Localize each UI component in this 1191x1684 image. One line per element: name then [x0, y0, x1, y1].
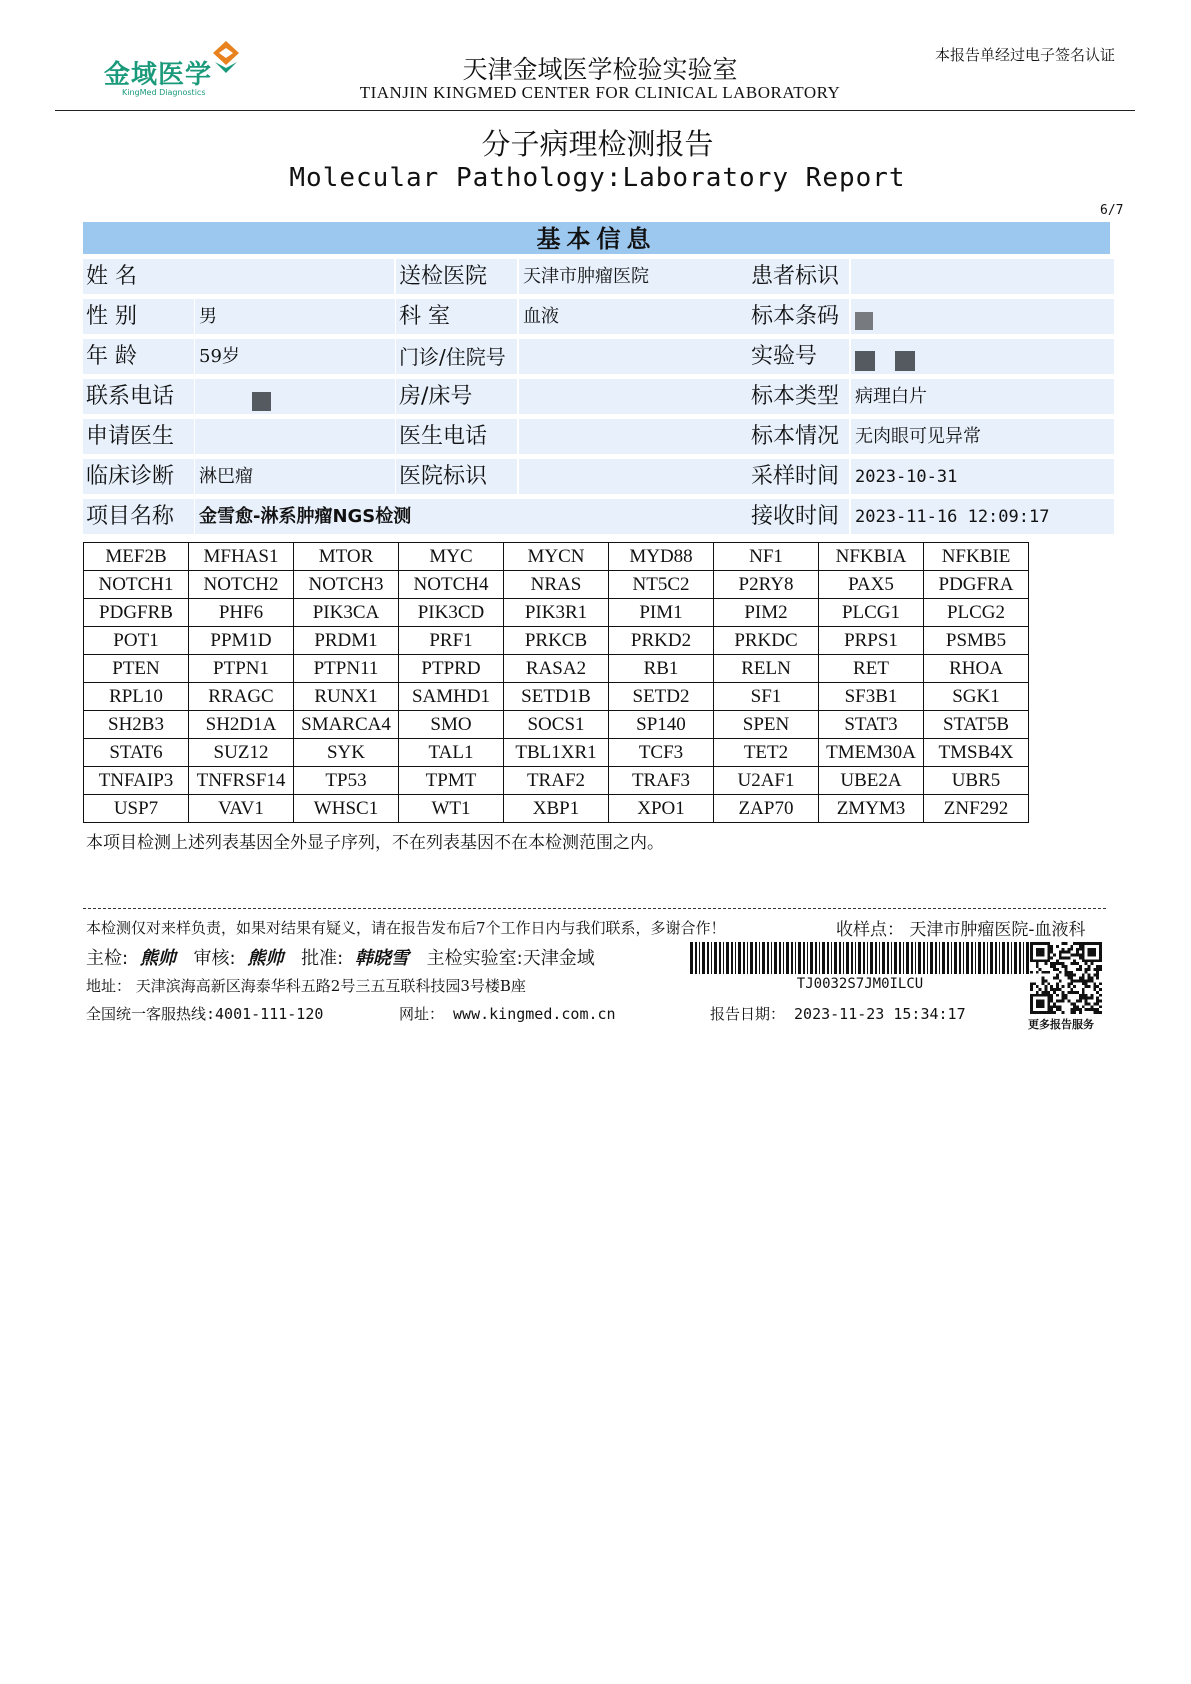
redaction-mark — [855, 312, 873, 330]
specimen-barcode-label: 标本条码 — [748, 299, 849, 334]
gene-cell: SOCS1 — [504, 711, 609, 739]
barcode-text: TJ0032S7JM0ILCU — [796, 976, 924, 992]
address: 地址： 天津滨海高新区海泰华科五路2号三五互联科技园3号楼B座 — [86, 977, 526, 995]
barcode-icon — [690, 942, 1030, 974]
gene-cell: SUZ12 — [189, 739, 294, 767]
gene-cell: PIM1 — [609, 599, 714, 627]
inspector-signature: 熊帅 — [139, 948, 176, 969]
gene-cell: TCF3 — [609, 739, 714, 767]
gene-row — [84, 627, 1029, 655]
doctor-value — [195, 419, 395, 454]
specimen-state-label: 标本情况 — [748, 419, 849, 454]
signature-line — [86, 944, 595, 970]
gene-cell: TBL1XR1 — [504, 739, 609, 767]
hospital-label: 送检医院 — [396, 259, 517, 294]
gene-cell: PTEN — [84, 655, 189, 683]
hotline: 全国统一客服热线:4001-111-120 — [86, 1005, 324, 1023]
gene-cell: ZNF292 — [924, 795, 1029, 823]
gene-cell: VAV1 — [189, 795, 294, 823]
redaction-mark — [855, 351, 875, 371]
receive-time-value: 2023-11-16 12:09:17 — [851, 499, 1114, 534]
gene-cell: WT1 — [399, 795, 504, 823]
website: 网址： www.kingmed.com.cn — [399, 1005, 616, 1023]
bed-label: 房/床号 — [396, 379, 517, 414]
redaction-mark — [252, 392, 271, 411]
gene-cell: NFKBIE — [924, 543, 1029, 571]
gene-cell: PLCG1 — [819, 599, 924, 627]
sample-time-value: 2023-10-31 — [851, 459, 1114, 494]
gene-cell: USP7 — [84, 795, 189, 823]
gene-cell: SMO — [399, 711, 504, 739]
diagnosis-label: 临床诊断 — [83, 459, 194, 494]
main-lab: 主检实验室:天津金域 — [426, 948, 595, 969]
doctor-phone-value — [519, 419, 750, 454]
gene-cell: XBP1 — [504, 795, 609, 823]
name-label: 姓 名 — [83, 259, 394, 294]
gene-cell: SAMHD1 — [399, 683, 504, 711]
gene-cell: MEF2B — [84, 543, 189, 571]
gene-cell: PSMB5 — [924, 627, 1029, 655]
report-date: 报告日期： 2023-11-23 15:34:17 — [710, 1005, 966, 1023]
gene-cell: NF1 — [714, 543, 819, 571]
gene-cell: MFHAS1 — [189, 543, 294, 571]
gene-cell: SH2D1A — [189, 711, 294, 739]
patient-id-label: 患者标识 — [748, 259, 849, 294]
project-label: 项目名称 — [83, 499, 194, 534]
doctor-phone-label: 医生电话 — [396, 419, 517, 454]
gene-cell: PAX5 — [819, 571, 924, 599]
clinic-no-label: 门诊/住院号 — [396, 339, 517, 374]
gene-cell: RET — [819, 655, 924, 683]
gene-cell: NOTCH3 — [294, 571, 399, 599]
gene-cell: RRAGC — [189, 683, 294, 711]
specimen-state-value: 无肉眼可见异常 — [851, 419, 1114, 454]
reviewer-label: 审核: — [193, 948, 236, 969]
kingmed-logo — [100, 40, 240, 100]
project-value: 金雪愈-淋系肿瘤NGS检测 — [195, 499, 750, 534]
gene-cell: RELN — [714, 655, 819, 683]
specimen-type-value: 病理白片 — [851, 379, 1114, 414]
gene-cell: PTPN11 — [294, 655, 399, 683]
gene-cell: STAT6 — [84, 739, 189, 767]
gene-cell: MYD88 — [609, 543, 714, 571]
gene-cell: PTPN1 — [189, 655, 294, 683]
gene-cell: POT1 — [84, 627, 189, 655]
gene-cell: TMSB4X — [924, 739, 1029, 767]
doctor-label: 申请医生 — [83, 419, 194, 454]
gene-cell: UBE2A — [819, 767, 924, 795]
gene-cell: ZMYM3 — [819, 795, 924, 823]
gene-cell: TMEM30A — [819, 739, 924, 767]
gene-cell: TP53 — [294, 767, 399, 795]
redaction-mark — [895, 351, 915, 371]
gene-cell: NOTCH4 — [399, 571, 504, 599]
page-number: 6/7 — [1100, 203, 1124, 218]
basic-info-heading: 基本信息 — [83, 222, 1110, 254]
gene-cell: XPO1 — [609, 795, 714, 823]
gene-row — [84, 739, 1029, 767]
gene-row — [84, 767, 1029, 795]
collect-point: 收样点： 天津市肿瘤医院-血液科 — [836, 920, 1086, 940]
gene-cell: PRF1 — [399, 627, 504, 655]
gene-cell: PTPRD — [399, 655, 504, 683]
phone-value — [195, 379, 395, 414]
gene-cell: PIK3CD — [399, 599, 504, 627]
gene-cell: P2RY8 — [714, 571, 819, 599]
gene-cell: PHF6 — [189, 599, 294, 627]
qr-caption: 更多报告服务 — [1028, 1018, 1094, 1031]
patient-id-value — [851, 259, 1114, 294]
gene-cell: TPMT — [399, 767, 504, 795]
qr-code-icon — [1030, 942, 1102, 1014]
gene-cell: SETD2 — [609, 683, 714, 711]
gene-cell: NFKBIA — [819, 543, 924, 571]
e-signature-note: 本报告单经过电子签名认证 — [935, 46, 1116, 64]
approver-label: 批准: — [301, 948, 344, 969]
age-value: 59岁 — [195, 339, 395, 374]
specimen-type-label: 标本类型 — [748, 379, 849, 414]
gene-cell: SPEN — [714, 711, 819, 739]
gene-cell: TET2 — [714, 739, 819, 767]
gene-cell: ZAP70 — [714, 795, 819, 823]
gene-cell: STAT3 — [819, 711, 924, 739]
gene-row — [84, 795, 1029, 823]
lab-name-cn: 天津金域医学检验实验室 — [462, 55, 738, 84]
gene-row — [84, 655, 1029, 683]
footer-divider — [83, 908, 1106, 909]
gene-cell: WHSC1 — [294, 795, 399, 823]
gene-cell: PIK3R1 — [504, 599, 609, 627]
hospital-mark-value — [519, 459, 750, 494]
dept-label: 科 室 — [396, 299, 517, 334]
gene-row — [84, 599, 1029, 627]
specimen-barcode-value — [851, 299, 1114, 334]
gene-cell: SYK — [294, 739, 399, 767]
receive-time-label: 接收时间 — [748, 499, 849, 534]
gene-cell: TRAF2 — [504, 767, 609, 795]
gene-cell: NRAS — [504, 571, 609, 599]
report-title-cn: 分子病理检测报告 — [481, 127, 714, 161]
gene-cell: SGK1 — [924, 683, 1029, 711]
gene-cell: PRDM1 — [294, 627, 399, 655]
gene-cell: NOTCH1 — [84, 571, 189, 599]
phone-label: 联系电话 — [83, 379, 194, 414]
gene-cell: MYC — [399, 543, 504, 571]
gene-cell: PIK3CA — [294, 599, 399, 627]
gene-cell: SMARCA4 — [294, 711, 399, 739]
sample-time-label: 采样时间 — [748, 459, 849, 494]
gene-cell: RPL10 — [84, 683, 189, 711]
gene-cell: PLCG2 — [924, 599, 1029, 627]
disclaimer-text: 本检测仅对来样负责，如果对结果有疑义，请在报告发布后7个工作日内与我们联系，多谢合作！ — [86, 919, 726, 937]
logo-subtext: KingMed Diagnostics — [122, 88, 206, 97]
gene-cell: NOTCH2 — [189, 571, 294, 599]
gene-row — [84, 711, 1029, 739]
gene-cell: PPM1D — [189, 627, 294, 655]
gene-cell: RUNX1 — [294, 683, 399, 711]
gene-cell: SH2B3 — [84, 711, 189, 739]
gene-table-note: 本项目检测上述列表基因全外显子序列，不在列表基因不在本检测范围之内。 — [86, 833, 664, 853]
gene-cell: U2AF1 — [714, 767, 819, 795]
dept-value: 血液 — [519, 299, 750, 334]
approver-signature: 韩晓雪 — [354, 948, 409, 969]
gene-cell: UBR5 — [924, 767, 1029, 795]
gene-cell: PRKCB — [504, 627, 609, 655]
bed-value — [519, 379, 750, 414]
gene-cell: PRKD2 — [609, 627, 714, 655]
gene-cell: SETD1B — [504, 683, 609, 711]
gene-cell: TNFRSF14 — [189, 767, 294, 795]
gene-list-table — [83, 542, 1029, 823]
gene-cell: PRKDC — [714, 627, 819, 655]
gender-value: 男 — [195, 299, 395, 334]
gene-cell: TAL1 — [399, 739, 504, 767]
diagnosis-value: 淋巴瘤 — [195, 459, 395, 494]
gene-cell: PRPS1 — [819, 627, 924, 655]
logo-mark-icon — [212, 40, 240, 74]
gene-cell: MTOR — [294, 543, 399, 571]
lab-no-label: 实验号 — [748, 339, 849, 374]
gene-cell: RASA2 — [504, 655, 609, 683]
lab-no-value — [851, 339, 1114, 374]
clinic-no-value — [519, 339, 750, 374]
logo-text: 金域医学 — [104, 60, 213, 90]
gene-cell: MYCN — [504, 543, 609, 571]
age-label: 年 龄 — [83, 339, 194, 374]
report-title-en: Molecular Pathology:Laboratory Report — [289, 163, 906, 193]
gene-row — [84, 543, 1029, 571]
gene-cell: PIM2 — [714, 599, 819, 627]
hospital-mark-label: 医院标识 — [396, 459, 517, 494]
gene-cell: PDGFRA — [924, 571, 1029, 599]
gene-cell: STAT5B — [924, 711, 1029, 739]
gene-cell: NT5C2 — [609, 571, 714, 599]
gene-cell: PDGFRB — [84, 599, 189, 627]
gene-cell: TRAF3 — [609, 767, 714, 795]
gene-cell: RB1 — [609, 655, 714, 683]
gene-cell: TNFAIP3 — [84, 767, 189, 795]
gene-cell: SP140 — [609, 711, 714, 739]
reviewer-signature: 熊帅 — [247, 948, 284, 969]
gene-cell: RHOA — [924, 655, 1029, 683]
inspector-label: 主检: — [86, 948, 129, 969]
gene-cell: SF3B1 — [819, 683, 924, 711]
lab-name-en: TIANJIN KINGMED CENTER FOR CLINICAL LABORATORY — [359, 83, 841, 102]
header-rule — [55, 110, 1135, 111]
gene-row — [84, 683, 1029, 711]
gene-row — [84, 571, 1029, 599]
gender-label: 性 别 — [83, 299, 194, 334]
hospital-value: 天津市肿瘤医院 — [519, 259, 750, 294]
gene-cell: SF1 — [714, 683, 819, 711]
